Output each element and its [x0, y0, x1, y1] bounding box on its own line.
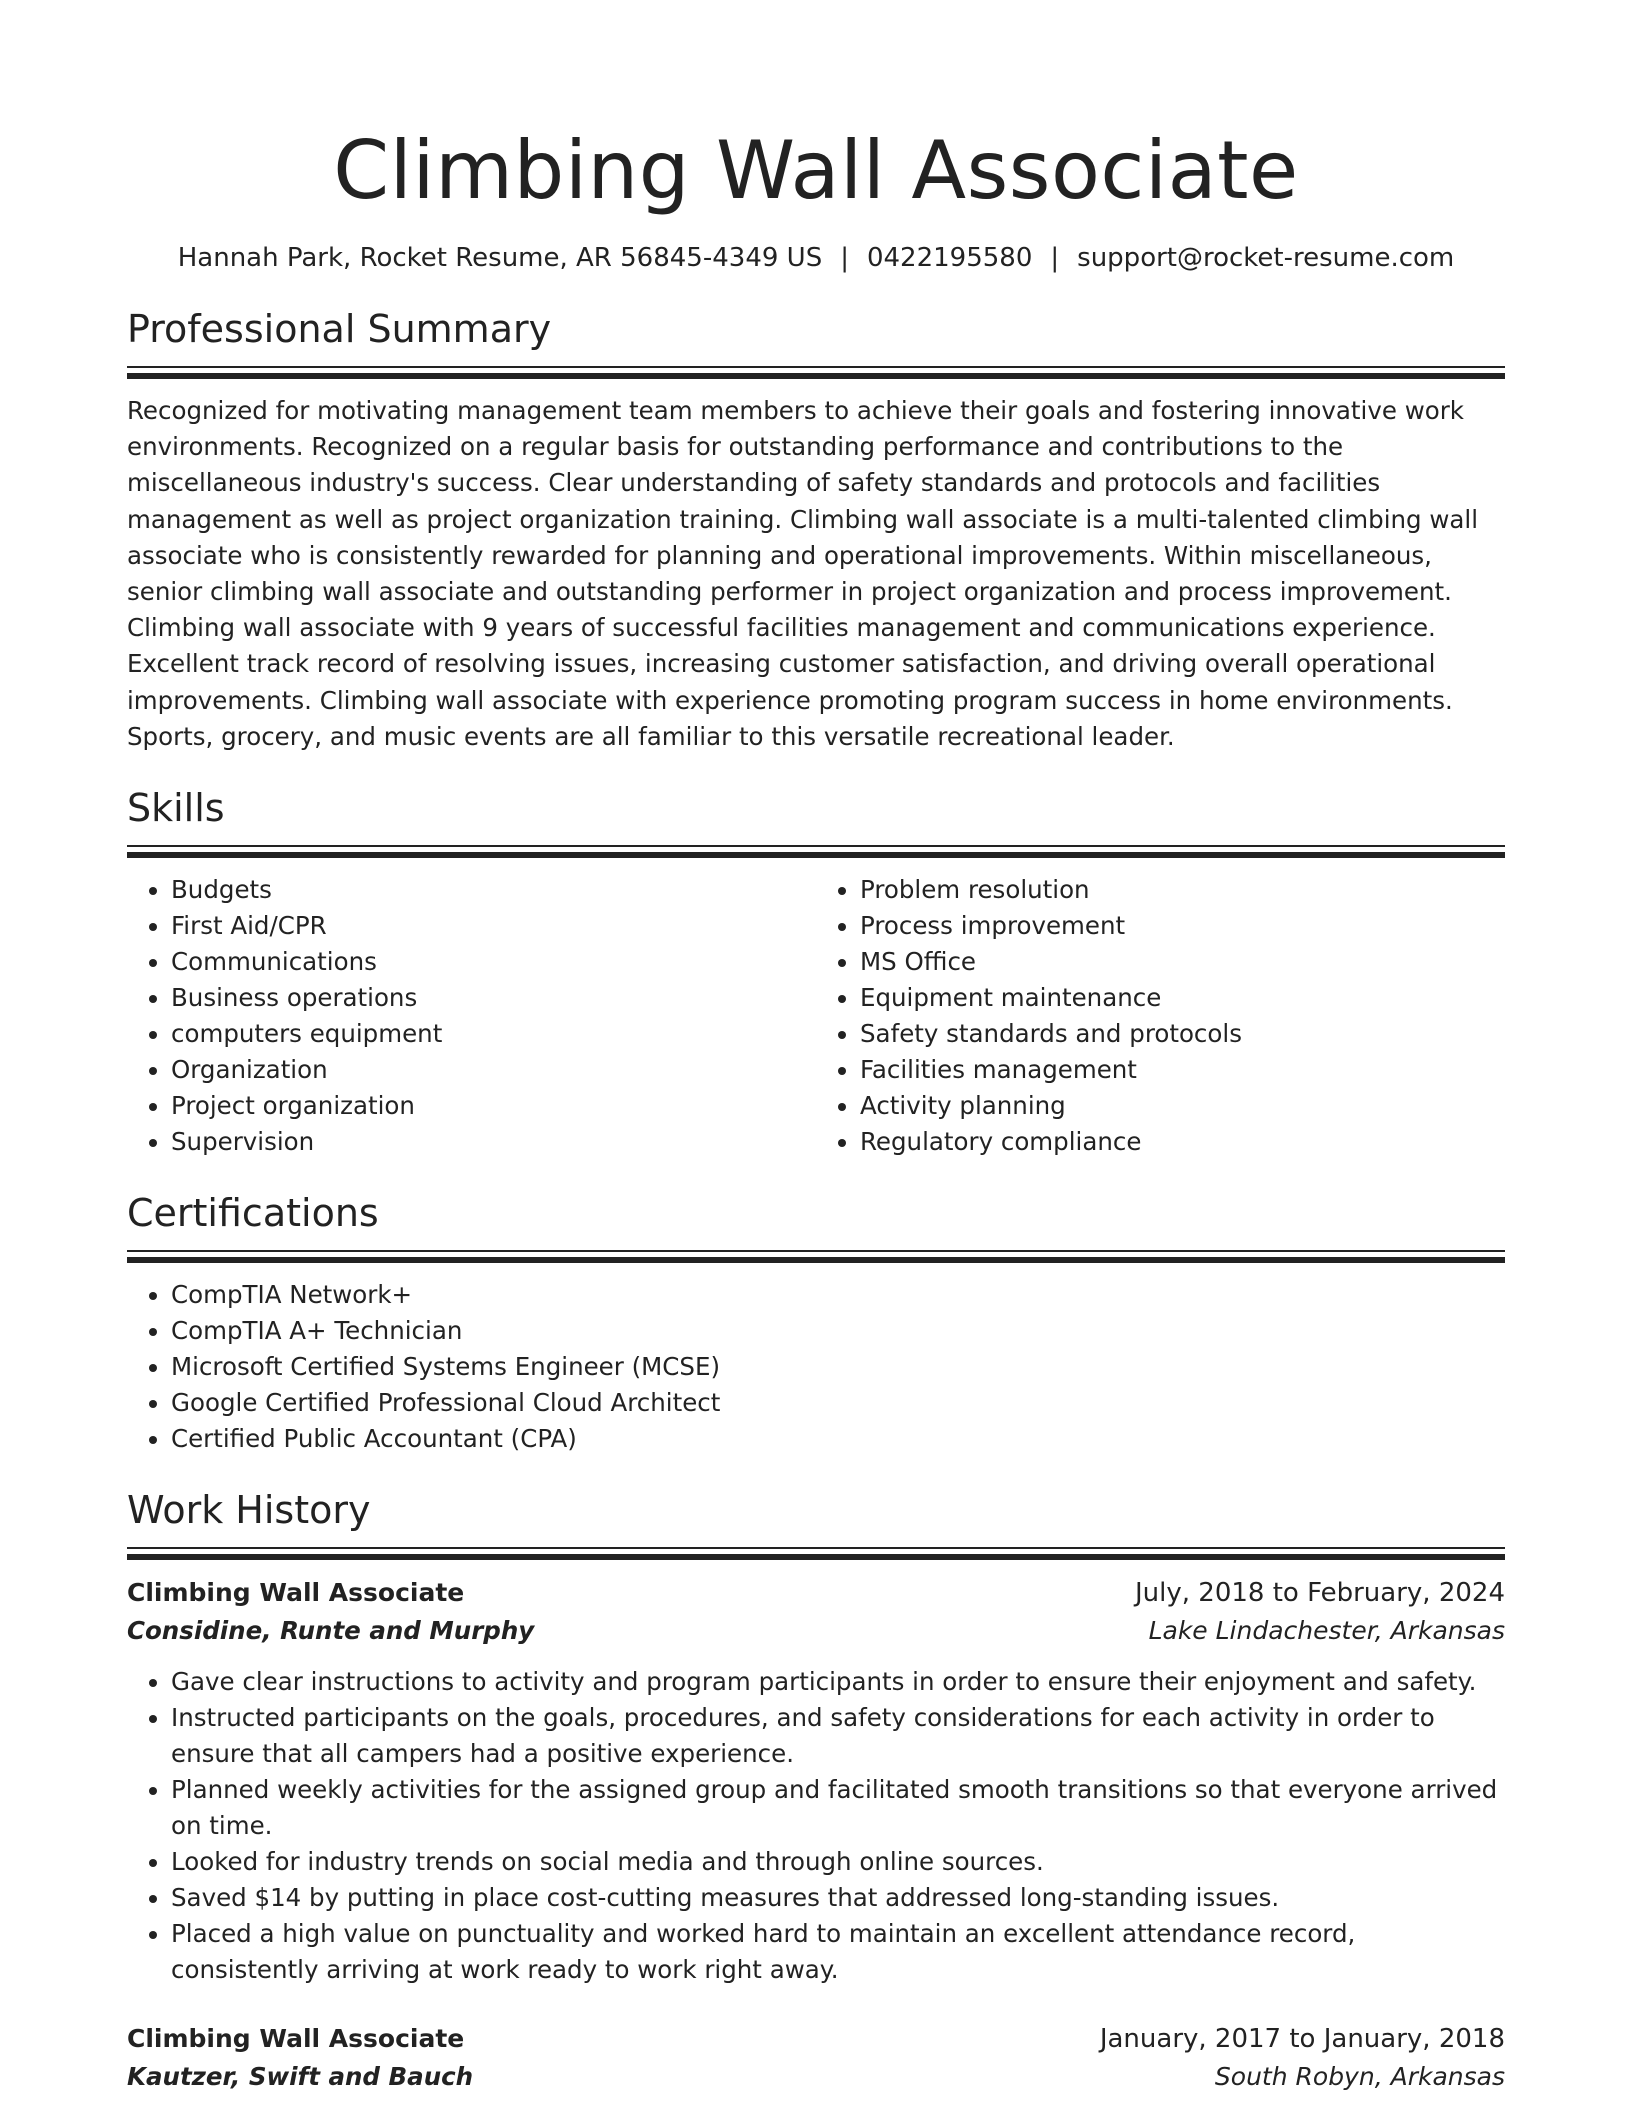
work-history-section: [127, 1485, 1505, 2096]
skill-item: • Regulatory compliance: [860, 1124, 1505, 1160]
job-location: South Robyn, Arkansas: [1214, 2062, 1505, 2092]
contact-address: Hannah Park, Rocket Resume, AR 56845-4349 US: [177, 243, 823, 273]
job-title: Climbing Wall Associate: [127, 1578, 465, 1608]
section-heading-certifications: Certifications: [127, 1191, 379, 1236]
job-company: Kautzer, Swift and Bauch: [127, 2062, 474, 2092]
job-duty-item: • Instructed participants on the goals, procedures, and safety considerations for each activity in order to ensure that all campers had a positive experience.: [171, 1700, 1505, 1772]
skill-item: • Safety standards and protocols: [860, 1016, 1505, 1052]
skills-column-left: [127, 872, 816, 1160]
section-rule-thin: [127, 845, 1505, 847]
job-subheader-row: [127, 2058, 1505, 2096]
skill-item: • Communications: [171, 944, 816, 980]
section-rule-thick: [127, 852, 1505, 858]
job-header-row: [127, 1574, 1505, 1612]
section-rule-thin: [127, 366, 1505, 368]
section-rule-thick: [127, 1257, 1505, 1263]
summary-text: Recognized for motivating management team members to achieve their goals and fostering innovative work environments. Recognized on a regular basis for outstanding performance and contributions to the miscellaneous industry's success. Clear understanding of safety standards and protocols and facilities management as well as project organization training. Climbing wall associate is a multi-talented climbing wall associate who is consistently rewarded for planning and operational improvements. Within miscellaneous, senior climbing wall associate and outstanding performer in project organization and process improvement. Climbing wall associate with 9 years of successful facilities management and communications experience. Excellent track record of resolving issues, increasing customer satisfaction, and driving overall operational improvements. Climbing wall associate with experience promoting program success in home environments. Sports, grocery, and music events are all familiar to this versatile recreational leader.: [127, 396, 1479, 751]
contact-line: [127, 240, 1505, 276]
certifications-section: [127, 1188, 1505, 1457]
contact-separator: |: [1050, 243, 1060, 273]
skills-section: [127, 783, 1505, 1160]
contact-email: support@rocket-resume.com: [1077, 243, 1455, 273]
job-dates: July, 2018 to February, 2024: [1135, 1578, 1505, 1609]
skill-item: • Problem resolution: [860, 872, 1505, 908]
contact-phone: 0422195580: [866, 243, 1033, 273]
skills-columns: [127, 872, 1505, 1160]
job-dates: January, 2017 to January, 2018: [1099, 2024, 1505, 2055]
section-heading-summary: Professional Summary: [127, 307, 552, 351]
job-duty-item: • Placed a high value on punctuality and worked hard to maintain an excellent attendance record, consistently arriving at work ready to work right away.: [171, 1916, 1505, 1988]
skills-list-right: [816, 872, 1505, 1160]
job-entry: [127, 1574, 1505, 1988]
skill-item: • Equipment maintenance: [860, 980, 1505, 1016]
job-duty-item: • Looked for industry trends on social media and through online sources.: [171, 1844, 1505, 1880]
contact-separator: |: [840, 243, 849, 273]
skill-item: • Project organization: [171, 1088, 816, 1124]
skill-item: • computers equipment: [171, 1016, 816, 1052]
job-entry: [127, 2020, 1505, 2096]
skill-item: • MS Office: [860, 944, 1505, 980]
skills-column-right: [816, 872, 1505, 1160]
certification-item: • Certified Public Accountant (CPA): [171, 1421, 1505, 1457]
job-location: Lake Lindachester, Arkansas: [1148, 1616, 1505, 1646]
skill-item: • Activity planning: [860, 1088, 1505, 1124]
job-company: Considine, Runte and Murphy: [127, 1616, 535, 1646]
job-header-row: [127, 2020, 1505, 2058]
certification-item: • CompTIA A+ Technician: [171, 1313, 1505, 1349]
certification-item: • Google Certified Professional Cloud Architect: [171, 1385, 1505, 1421]
job-duties-list: [127, 1664, 1505, 1988]
summary-section: [127, 304, 1505, 755]
job-duty-item: • Saved $14 by putting in place cost-cutting measures that addressed long-standing issues.: [171, 1880, 1505, 1916]
resume-title: Climbing Wall Associate: [333, 124, 1299, 217]
section-heading-skills: Skills: [127, 786, 225, 831]
section-heading-work-history: Work History: [127, 1488, 371, 1533]
section-rule-thick: [127, 1554, 1505, 1560]
section-rule-thin: [127, 1547, 1505, 1549]
certification-item: • Microsoft Certified Systems Engineer (MCSE): [171, 1349, 1505, 1385]
skill-item: • Organization: [171, 1052, 816, 1088]
skill-item: • Process improvement: [860, 908, 1505, 944]
skill-item: • Budgets: [171, 872, 816, 908]
skill-item: • First Aid/CPR: [171, 908, 816, 944]
skill-item: • Facilities management: [860, 1052, 1505, 1088]
certifications-list: [127, 1277, 1505, 1457]
job-title: Climbing Wall Associate: [127, 2024, 465, 2054]
job-duty-item: • Planned weekly activities for the assigned group and facilitated smooth transitions so that everyone arrived on time.: [171, 1772, 1505, 1844]
certification-item: • CompTIA Network+: [171, 1277, 1505, 1313]
skill-item: • Supervision: [171, 1124, 816, 1160]
job-subheader-row: [127, 1612, 1505, 1650]
skill-item: • Business operations: [171, 980, 816, 1016]
section-rule-thick: [127, 373, 1505, 379]
skills-list-left: [127, 872, 816, 1160]
job-duty-item: • Gave clear instructions to activity and program participants in order to ensure their enjoyment and safety.: [171, 1664, 1505, 1700]
section-rule-thin: [127, 1250, 1505, 1252]
